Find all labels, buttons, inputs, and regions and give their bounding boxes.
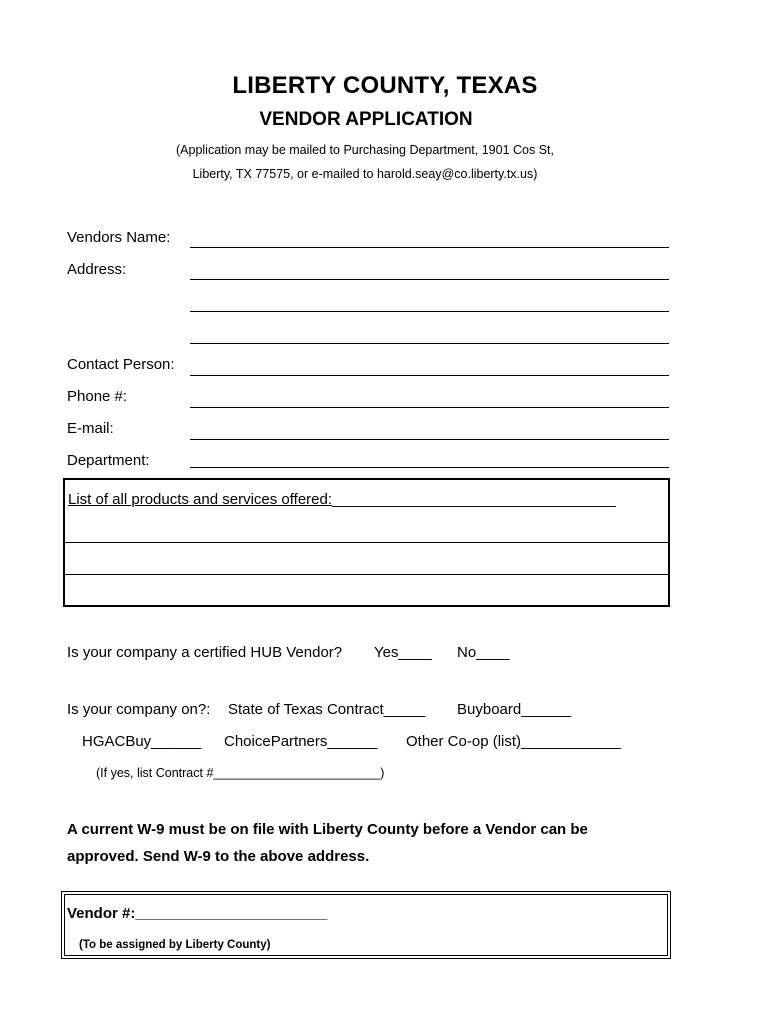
products-row-1[interactable] [65, 514, 668, 540]
contracts-question: Is your company on?: [67, 701, 211, 718]
hub-yes-option[interactable]: Yes____ [374, 644, 432, 661]
hub-no-option[interactable]: No____ [457, 644, 510, 661]
w9-notice-line1: A current W-9 must be on file with Liberty County before a Vendor can be [67, 821, 588, 838]
products-box [63, 478, 670, 607]
buyboard-option[interactable]: Buyboard______ [457, 701, 572, 718]
products-row-3[interactable] [65, 576, 668, 604]
page-title: LIBERTY COUNTY, TEXAS [232, 72, 538, 99]
mailing-note-line2: Liberty, TX 77575, or e-mailed to harold.seay@co.liberty.tx.us) [192, 167, 538, 181]
products-label [68, 491, 616, 508]
other-coop-option[interactable]: Other Co-op (list)____________ [406, 733, 622, 750]
email-label: E-mail: [67, 420, 114, 437]
products-blank: __________________________________ [332, 491, 616, 508]
vendor-number-box-outer [61, 891, 671, 959]
address-field-line2[interactable] [190, 311, 669, 312]
w9-notice-line2: approved. Send W-9 to the above address. [67, 848, 370, 865]
phone-field[interactable] [190, 407, 669, 408]
hub-question: Is your company a certified HUB Vendor? [67, 644, 343, 661]
vendors-name-label: Vendors Name: [67, 229, 171, 246]
address-label: Address: [67, 261, 127, 278]
contract-number-field[interactable]: (If yes, list Contract #________________________) [96, 766, 385, 780]
vendor-number-note: (To be assigned by Liberty County) [79, 939, 271, 951]
hgacbuy-option[interactable]: HGACBuy______ [82, 733, 202, 750]
contact-person-field[interactable] [190, 375, 669, 376]
state-contract-option[interactable]: State of Texas Contract_____ [228, 701, 426, 718]
address-field-line1[interactable] [190, 279, 669, 280]
choicepartners-option[interactable]: ChoicePartners______ [224, 733, 378, 750]
vendors-name-field[interactable] [190, 247, 669, 248]
products-label-text: List of all products and services offered: [68, 491, 333, 508]
department-label: Department: [67, 452, 150, 469]
vendor-number-field[interactable]: Vendor #:_______________________ [67, 905, 328, 922]
mailing-note-line1: (Application may be mailed to Purchasing Department, 1901 Cos St, [176, 143, 554, 157]
products-row-divider-2 [65, 574, 668, 575]
products-row-divider-1 [65, 542, 668, 543]
email-field[interactable] [190, 439, 669, 440]
address-field-line3[interactable] [190, 343, 669, 344]
products-row-2[interactable] [65, 544, 668, 572]
page-subtitle: VENDOR APPLICATION [259, 109, 473, 130]
vendor-number-box-inner [64, 894, 668, 956]
phone-label: Phone #: [67, 388, 128, 405]
department-field[interactable] [190, 467, 669, 468]
contact-person-label: Contact Person: [67, 356, 175, 373]
